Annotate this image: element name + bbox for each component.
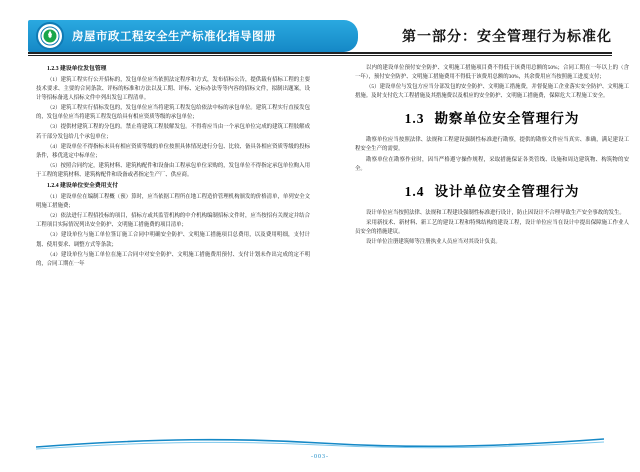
- column-gutter: [332, 64, 333, 428]
- section-heading: [355, 110, 629, 128]
- safety-seal-icon: [36, 22, 64, 50]
- book-title: 房屋市政工程安全生产标准化指导图册: [72, 31, 276, 43]
- page-header: [28, 20, 612, 54]
- body-paragraph: （3）建设单位与施工单位签订施工合同中明确安全防护、文明施工措施项目总费用，以及费用明细，支付计划、使用要求、调整方式等条款；: [36, 232, 310, 248]
- body-paragraph: （1）建筑工程实行公开招标的，发包单位应当依照法定程序和方式，发布招标公告，提供载有招标工程的主要技术要求、主要的合同条款、评标的标准和方法以及工期、评标、定标办法等等内容的招标文件，拟制出题案，设计等招标备选人招标文件中列出发包工程清单。: [36, 77, 310, 102]
- body-paragraph: 勘察单位应当按照法律、法规和工程建设强制性标准进行勘察，提供的勘察文件应当真实、准确，满足建设工程安全生产的需要。: [355, 137, 629, 153]
- part-title-wrap: [402, 20, 612, 52]
- body-paragraph: （5）建设单位与发包方应当分部发包的安全防护、文明施工措施费，并督促施工企业落实安全防护、文明施工措施。及时支付危大工程措施及其措施费以及相应的安全防护、文明施工措施费，保障危大工程施工安全。: [355, 84, 629, 100]
- body-paragraph: （4）建设单位不得指标未具有相应资质等级的单位按照具体情况进行分包、比较、备具各相应资质等级的投标条件，移优选定中标单位；: [36, 143, 310, 159]
- section-title: 设计单位安全管理行为: [434, 183, 580, 199]
- section-number: 1.4: [404, 183, 425, 199]
- part-title: 第一部分：安全管理行为标准化: [402, 28, 612, 44]
- subsection-heading: 1.2.3 建设单位发包管理: [47, 66, 107, 72]
- subsection-heading: 1.2.4 建设单位安全费用支付: [47, 183, 119, 190]
- left-text-column: [36, 64, 310, 428]
- body-paragraph: （2）建筑工程实行招标发包的，发包单位应当将建筑工程发包给依法中标的承包单位。建筑工程实行直接发包的，发包单位应当将建筑工程发包给具有相应资质等级的承包单位；: [36, 105, 310, 121]
- body-paragraph: （5）按照合同约定，建筑材料、建筑构配件和设备由工程承包单位采购的，发包单位不得指定承包单位购入用于工程的建筑材料、建筑构配件和设备或者指定生产厂、供应商。: [36, 162, 310, 178]
- book-title-banner: [28, 20, 358, 52]
- body-paragraph: 采用新技术、新材料、新工艺的建设工程和特殊结构的建设工程，设计单位应当在设计中提出保障施工作业人员安全的措施建议。: [355, 219, 629, 235]
- body-paragraph: 勘察单位在勘察作业时，因当严格遵守操作规程，采取措施保证各类管线、设施和周边建筑物、构筑物的安全。: [355, 156, 629, 172]
- body-paragraph: （3）提供材建筑工程的分包的。禁止将建筑工程肢解发包。不得将应当由一个承包单位完成的建筑工程肢解成若干部分发包给几个承包单位；: [36, 124, 310, 140]
- body-paragraph: （4）建设单位与施工单位在施工合同中对安全防护、文明施工措施费用预付、支付计划未作出完成的定不明的，合同工期在一年: [36, 251, 310, 267]
- page-content: [36, 64, 629, 428]
- header-divider-thin: [28, 55, 612, 56]
- body-paragraph: 设计单位应当按照法律、法规和工程建设强制性标准进行设计，防止因设计不合理导致生产安全事故的发生。: [366, 209, 625, 216]
- right-text-column: [355, 64, 629, 428]
- body-paragraph: （2）依法进行工程招投标的项目，招标方或其监管机构的中介机构编制招标文件时，应当按招有关规定并结合工程项目实际情况列出安全防护、文明施工措施费的项目清单；: [36, 213, 310, 229]
- body-paragraph: 以内的建设单位预付安全防护、文明施工措施项目费不得低于该费用总额的50%；合同工期在一年以上的（含一年），预付安全防护、文明施工措施费用不得低于该费用总额的30%，其余费用应当按照施工进度支付；: [355, 65, 629, 81]
- page-number: -003-: [311, 454, 329, 460]
- section-title: 勘察单位安全管理行为: [434, 111, 580, 127]
- page-footer: [36, 436, 604, 458]
- section-number: 1.3: [404, 111, 425, 127]
- blue-swoosh-divider-icon: [36, 436, 604, 450]
- header-divider-thick: [28, 52, 612, 54]
- body-paragraph: （1）建设单位在编制工程概（预）算时，应当依据工程所在地工程造价管理机构颁发的价格清单，单列安全文明施工措施费；: [36, 194, 310, 210]
- section-heading: [355, 183, 629, 201]
- body-paragraph: 设计单位注册建筑师等注册执业人员应当对其设计负责。: [366, 239, 501, 246]
